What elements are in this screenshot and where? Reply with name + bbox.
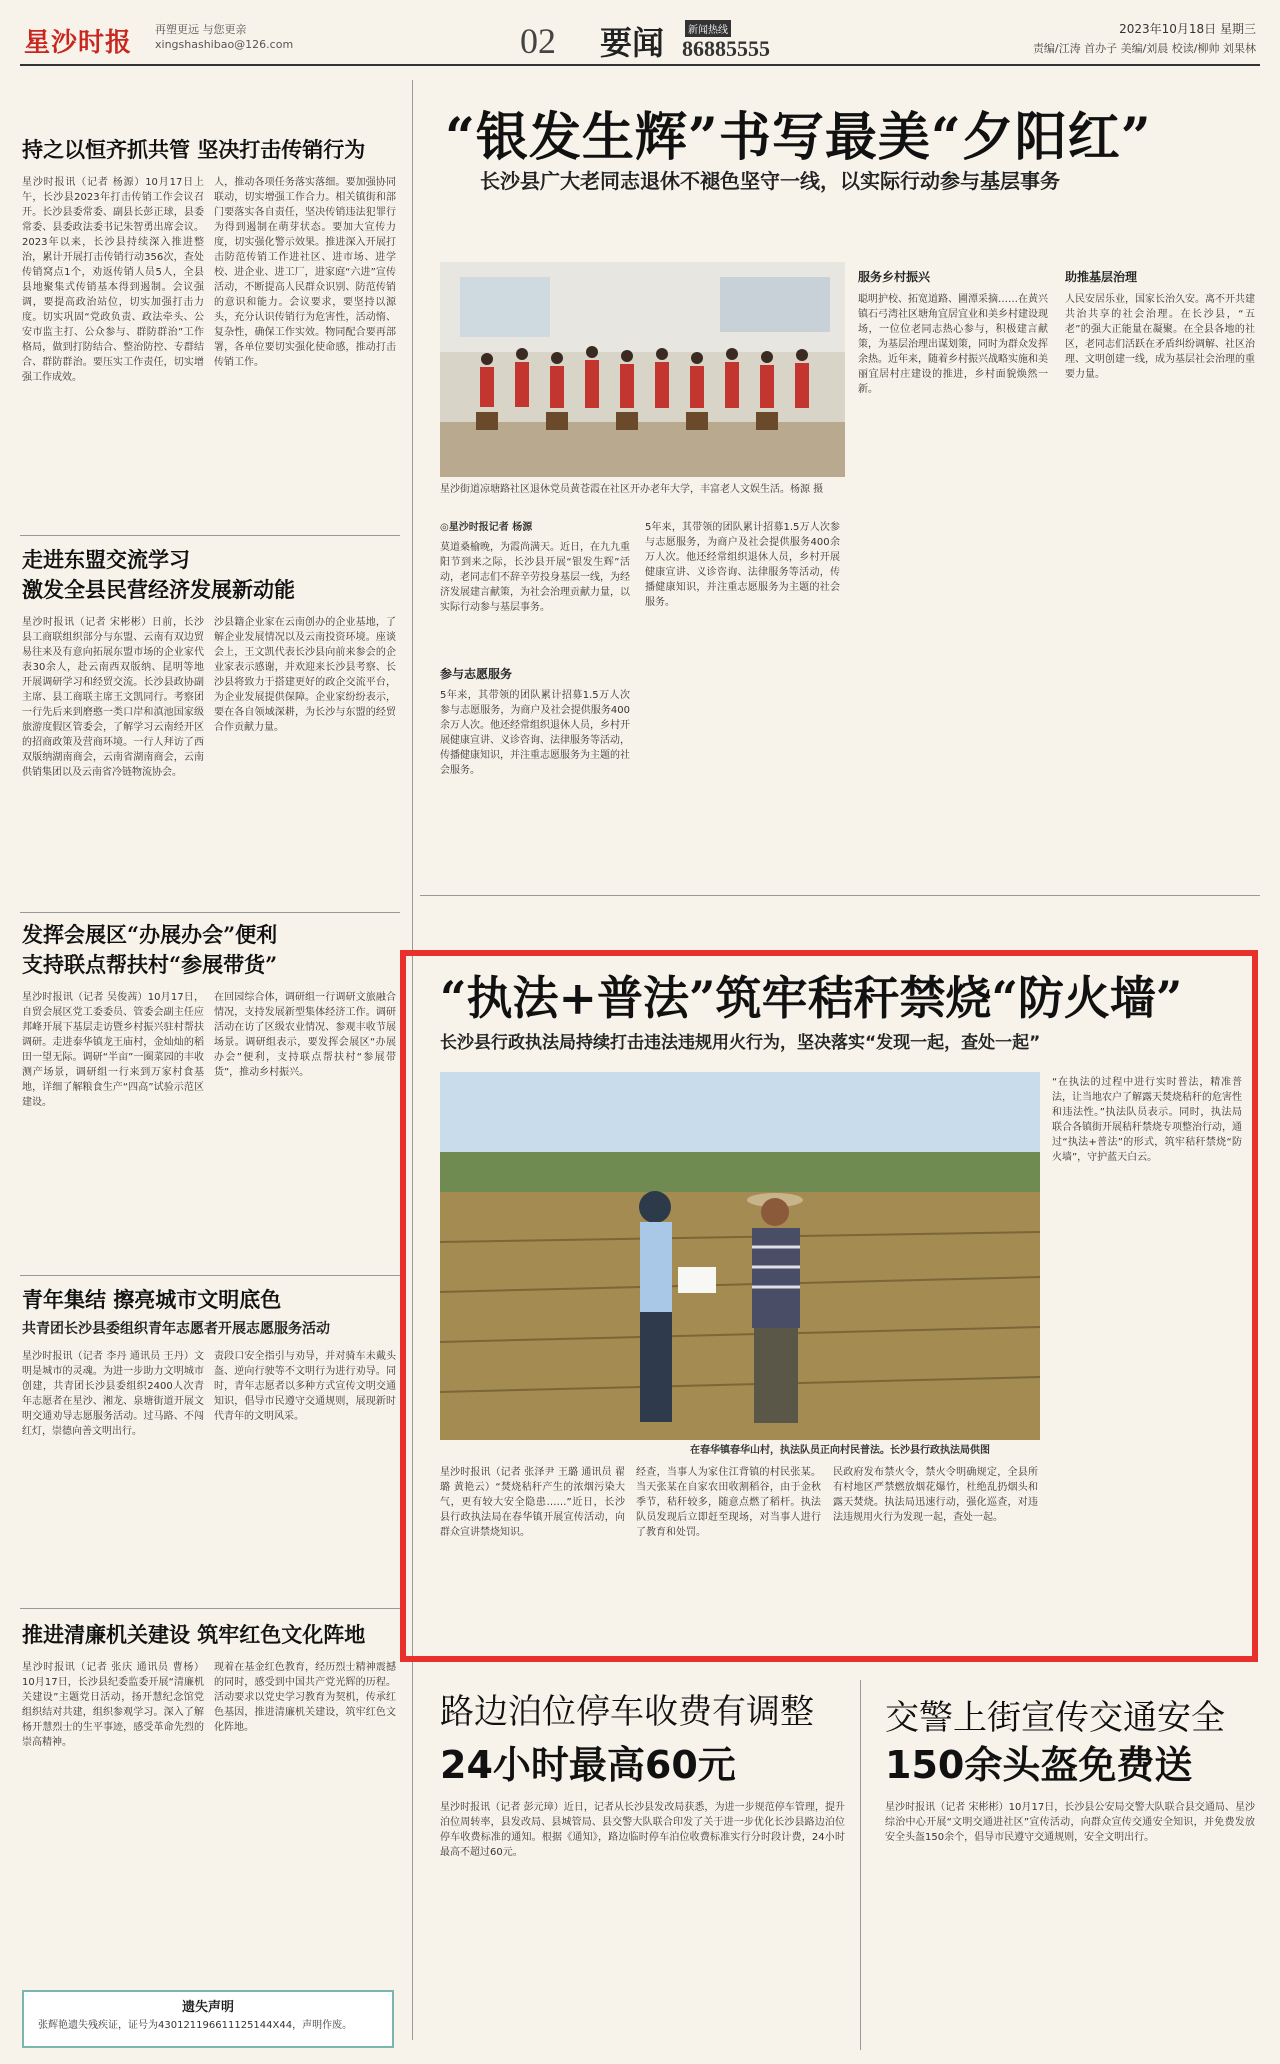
feature-headline: “银发生辉”书写最美“夕阳红” — [445, 107, 1152, 168]
parking-subheadline: 24小时最高60元 — [440, 1743, 736, 1787]
story-asean-exchange — [22, 545, 396, 905]
feature-photo-caption: 星沙街道凉塘路社区退休党员黄苍霞在社区开办老年大学，丰富老人文娱生活。杨源 摄 — [440, 484, 824, 495]
lost-notice — [22, 1990, 394, 2048]
traffic-subheadline: 150余头盔免费送 — [885, 1743, 1193, 1787]
notice-body: 张辉艳遗失残疾证，证号为430121196611125144X44，声明作废。 — [38, 2020, 353, 2031]
section-divider — [20, 1608, 400, 1609]
story-body: 沙县籍企业家在云南创办的企业基地，了解企业发展情况以及云南投资环境。座谈会上，王文凯代表长沙县向前来参会的企业家表示感谢，并欢迎来长沙县考察、长沙县将致力于搭建更好的政企交流平台，为企业发展提供保障。企业家纷纷表示，要在各自领域深耕，为长沙与东盟的经贸合作贡献力量。 — [214, 617, 396, 733]
logo-subtitle — [155, 22, 293, 52]
highlight-body: 民政府发布禁火令，禁火令明确规定，全县所有村地区严禁燃放烟花爆竹，杜绝乱扔烟头和露天焚烧。执法局迅速行动，强化巡查，对违法违规用火行为发现一起，查处一起。 — [833, 1467, 1038, 1523]
parking-headline: 路边泊位停车收费有调整 — [440, 1692, 814, 1732]
issue-date: 2023年10月18日 星期三 — [1119, 22, 1256, 36]
story-subheadline: 共青团长沙县委组织青年志愿者开展志愿服务活动 — [22, 1321, 330, 1337]
feature-col-head-governance: 助推基层治理 — [1065, 270, 1138, 284]
highlight-photo — [440, 1072, 1040, 1440]
section-divider — [20, 912, 400, 913]
story-headline: 推进清廉机关建设 筑牢红色文化阵地 — [22, 1622, 366, 1647]
section-divider — [20, 535, 400, 536]
highlight-body: 经查，当事人为家住江背镇的村民张某。当天张某在自家农田收割稻谷，由于金秋季节，秸秆较多，随意点燃了稻杆。执法队员发现后立即赶至现场，对当事人进行了教育和处罚。 — [636, 1467, 821, 1538]
feature-photo — [440, 262, 845, 477]
story-anti-mlm — [22, 135, 396, 515]
section-divider — [20, 1275, 400, 1276]
page-number: 02 — [520, 21, 556, 61]
feature-body: 5年来，其带领的团队累计招募1.5万人次参与志愿服务，为商户及社会提供服务400余万人次。他还经常组织退休人员，乡村开展健康宣讲、义诊咨询、法律服务等活动，传播健康知识，并注重志愿服务为主题的社会服务。 — [440, 690, 630, 776]
highlight-headline: “执法+普法”筑牢秸秆禁烧“防火墙” — [440, 971, 1183, 1025]
feature-col-head-service: 服务乡村振兴 — [858, 270, 931, 284]
story-body: 现着在基金红色教育，经历烈士精神震撼的同时，感受到中国共产党光辉的历程。活动要求以党史学习教育为契机，传承红色基因，推进清廉机关建设，筑牢红色文化阵地。 — [214, 1662, 396, 1733]
section-name: 要闻 — [600, 24, 665, 62]
feature-subheadline: 长沙县广大老同志退休不褪色坚守一线，以实际行动参与基层事务 — [480, 169, 1060, 193]
highlight-body: 星沙时报讯（记者 张泽尹 王璐 通讯员 翟璐 黄艳云）“焚烧秸秆产生的浓烟污染大气，更有较大安全隐患……”近日，长沙县行政执法局在春华镇开展宣传活动，向群众宣讲禁烧知识。 — [440, 1467, 625, 1538]
editor-credits: 责编/江涛 首办子 美编/刘晨 校读/柳帅 刘果林 — [1032, 42, 1256, 55]
story-clean-government — [22, 1620, 396, 1990]
highlight-subheadline: 长沙县行政执法局持续打击违法违规用火行为，坚决落实“发现一起，查处一起” — [440, 1033, 1041, 1053]
hotline-label: 新闻热线 — [685, 20, 731, 37]
highlight-photo-caption: 在春华镇春华山村，执法队员正向村民普法。长沙县行政执法局供图 — [690, 1445, 990, 1456]
dance-class-photo — [440, 262, 845, 477]
feature-body: 聪明护校、拓宽道路、圃潭采摘……在黄兴镇石弓湾社区塘角宜居宜业和美乡村建设现场，一位位老同志热心参与，积极建言献策，为基层治理出谋划策，同时为群众发挥余热。近年来，随着乡村振兴战略实施和美丽宜居村庄建设的推进，乡村面貌焕然一新。 — [858, 294, 1048, 395]
story-headline: 走进东盟交流学习 激发全县民营经济发展新动能 — [22, 547, 295, 602]
feature-body: 莫道桑榆晚，为霞尚满天。近日，在九九重阳节到来之际，长沙县开展“银发生辉”活动，老同志们不辞辛劳投身基层一线，为经济发展建言献策，为社会治理贡献力量，以实际行动参与基层事务。 — [440, 542, 630, 613]
traffic-body: 星沙时报讯（记者 宋彬彬）10月17日，长沙县公安局交警大队联合县交通局、星沙综治中心开展“文明交通进社区”宣传活动，向群众宣传交通安全知识，并免费发放安全头盔150余个，倡导市民遵守交通规则，安全文明出行。 — [885, 1802, 1255, 1843]
traffic-headline: 交警上街宣传交通安全 — [885, 1698, 1225, 1738]
masthead — [20, 16, 1260, 66]
story-body: 星沙时报讯（记者 吴俊茜）10月17日，自贸会展区党工委委员、管委会副主任应邦峰开展下基层走访暨乡村振兴驻村帮扶调研。走进泰华镇龙王庙村，金灿灿的稻田一望无际。调研“半亩”一圈菜园的丰收测产场景，调研组一行来到万家村食基地，详细了解粮食生产“四高”试验示范区建设。 — [22, 992, 204, 1108]
feature-byline: ◎星沙时报记者 杨源 — [440, 522, 533, 533]
logo-email: xingshashibao@126.com — [155, 38, 294, 51]
story-body: 星沙时报讯（记者 张庆 通讯员 曹杨）10月17日，长沙县纪委监委开展“清廉机关建设”主题党日活动，扬开慧纪念馆党组织结对共建，组织参观学习。深入了解杨开慧烈士的生平事迹，感受革命先烈的崇高精神。 — [22, 1662, 204, 1748]
highlight-body: “在执法的过程中进行实时普法，精准普法，让当地农户了解露天焚烧秸秆的危害性和违法性。”执法队员表示。同时，执法局联合各镇街开展秸秆禁烧专项整治行动，通过“执法+普法”的形式，筑牢秸秆禁烧“防火墙”，守护蓝天白云。 — [1052, 1077, 1242, 1163]
story-expo-support — [22, 920, 396, 1250]
story-headline: 青年集结 擦亮城市文明底色 — [22, 1287, 282, 1312]
feature-body: 5年来，其带领的团队累计招募1.5万人次参与志愿服务，为商户及社会提供服务400余万人次。他还经常组织退休人员，乡村开展健康宣讲、义诊咨询、法律服务等活动，传播健康知识，并注重志愿服务为主题的社会服务。 — [645, 522, 840, 608]
story-body: 责段口安全指引与劝导，并对骑车未戴头盔、逆向行驶等不文明行为进行劝导。同时，青年志愿者以多种方式宣传文明交通知识，倡导市民遵守交通规则，展现新时代青年的文明风采。 — [214, 1351, 396, 1422]
newspaper-logo: 星沙时报 — [24, 28, 133, 58]
story-headline: 持之以恒齐抓共管 坚决打击传销行为 — [22, 137, 366, 162]
hotline-number: 86885555 — [682, 36, 770, 61]
logo-slogan: 再塑更远 与您更亲 — [155, 23, 247, 36]
story-youth-volunteers — [22, 1285, 396, 1584]
notice-title: 遗失声明 — [181, 2000, 234, 2015]
field-enforcement-photo — [440, 1072, 1040, 1440]
feature-body: 人民安居乐业，国家长治久安。离不开共建共治共享的社会治理。在长沙县，“五老”的强大正能量在凝聚。在全县各地的社区，老同志们活跃在矛盾纠纷调解、社区治理、文明创建一线，成为基层社会治理的重要力量。 — [1065, 294, 1255, 380]
parking-body: 星沙时报讯（记者 彭元璋）近日，记者从长沙县发改局获悉，为进一步规范停车管理，提升泊位周转率，县发改局、县城管局、县交警大队联合印发了关于进一步优化长沙县路边泊位停车收费标准的通知。根据《通知》，路边临时停车泊位收费标准实行分时段计费，24小时最高不超过60元。 — [440, 1802, 845, 1858]
story-body: 在回园综合体，调研组一行调研文旅融合情况，支持发展新型集体经济工作。调研活动在访了区级农业情况、参观丰收节展场景。调研组表示，要发挥会展区“办展办会”便利，支持联点帮扶村“参展带货”，推动乡村振兴。 — [214, 992, 396, 1078]
section-divider — [420, 895, 1260, 896]
feature-col-head-volunteer: 参与志愿服务 — [440, 667, 513, 681]
column-divider — [860, 1680, 861, 2050]
story-body: 星沙时报讯（记者 杨源）10月17日上午，长沙县2023年打击传销工作会议召开。长沙县委常委、副县长彭正球，县委常委、县委政法委书记朱智勇出席会议。2023年以来，长沙县持续深入推进整治，累计开展打击传销行动356次，查处传销窝点1个，劝返传销人员5人，全县县地聚集式传销基本得到遏制。会议强调，要提高政治站位，切实加强打击力度。切实巩固“党政负责、政法牵头、公安市监主打、公众参与、群防群治”工作格局，做到打防结合、整治防控、专群结合、群防群治。要压实工作责任，切实增强工作成效。 — [22, 177, 204, 383]
story-body: 星沙时报讯（记者 李丹 通讯员 王丹）文明是城市的灵魂。为进一步助力文明城市创建，共青团长沙县委组织2400人次青年志愿者在星沙、湘龙、泉塘街道开展文明交通劝导志愿服务活动。过马路、不闯红灯，崇德向善文明出行。 — [22, 1351, 204, 1437]
story-body: 星沙时报讯（记者 宋彬彬）日前，长沙县工商联组织部分与东盟、云南有双边贸易往来及有意向拓展东盟市场的企业家代表30余人，赴云南西双版纳、昆明等地开展调研学习和经贸交流。长沙县政协副主席、县工商联主席王文凯同行。考察团一行先后来到磨憨一类口岸和滇池国家级旅游度假区管委会，了解学习云南经开区的招商政策及营商环境。一行人拜访了西双版纳湖南商会，云南省湖南商会，云南供销集团以及云南省冷链物流协会。 — [22, 617, 204, 778]
story-body: 人，推动各项任务落实落细。要加强协同联动，切实增强工作合力。相关镇街和部门要落实各自责任，坚决传销违法犯罪行为得到遏制在萌芽状态。要加大宣传力度，切实强化警示效果。推进深入开展打击防范传销工作进社区、进市场、进学校、进企业、进工厂，进家庭“六进”宣传活动，不断提高人民群众识别、防范传销的意识和能力。会议要求，要坚持以源头，充分认识传销行为危害性，活动惰、复杂性，确保工作实效。物同配合要再部署，各单位要切实强化使命感，推动打击传销工作。 — [214, 177, 396, 368]
story-headline: 发挥会展区“办展办会”便利 支持联点帮扶村“参展带货” — [22, 922, 278, 977]
